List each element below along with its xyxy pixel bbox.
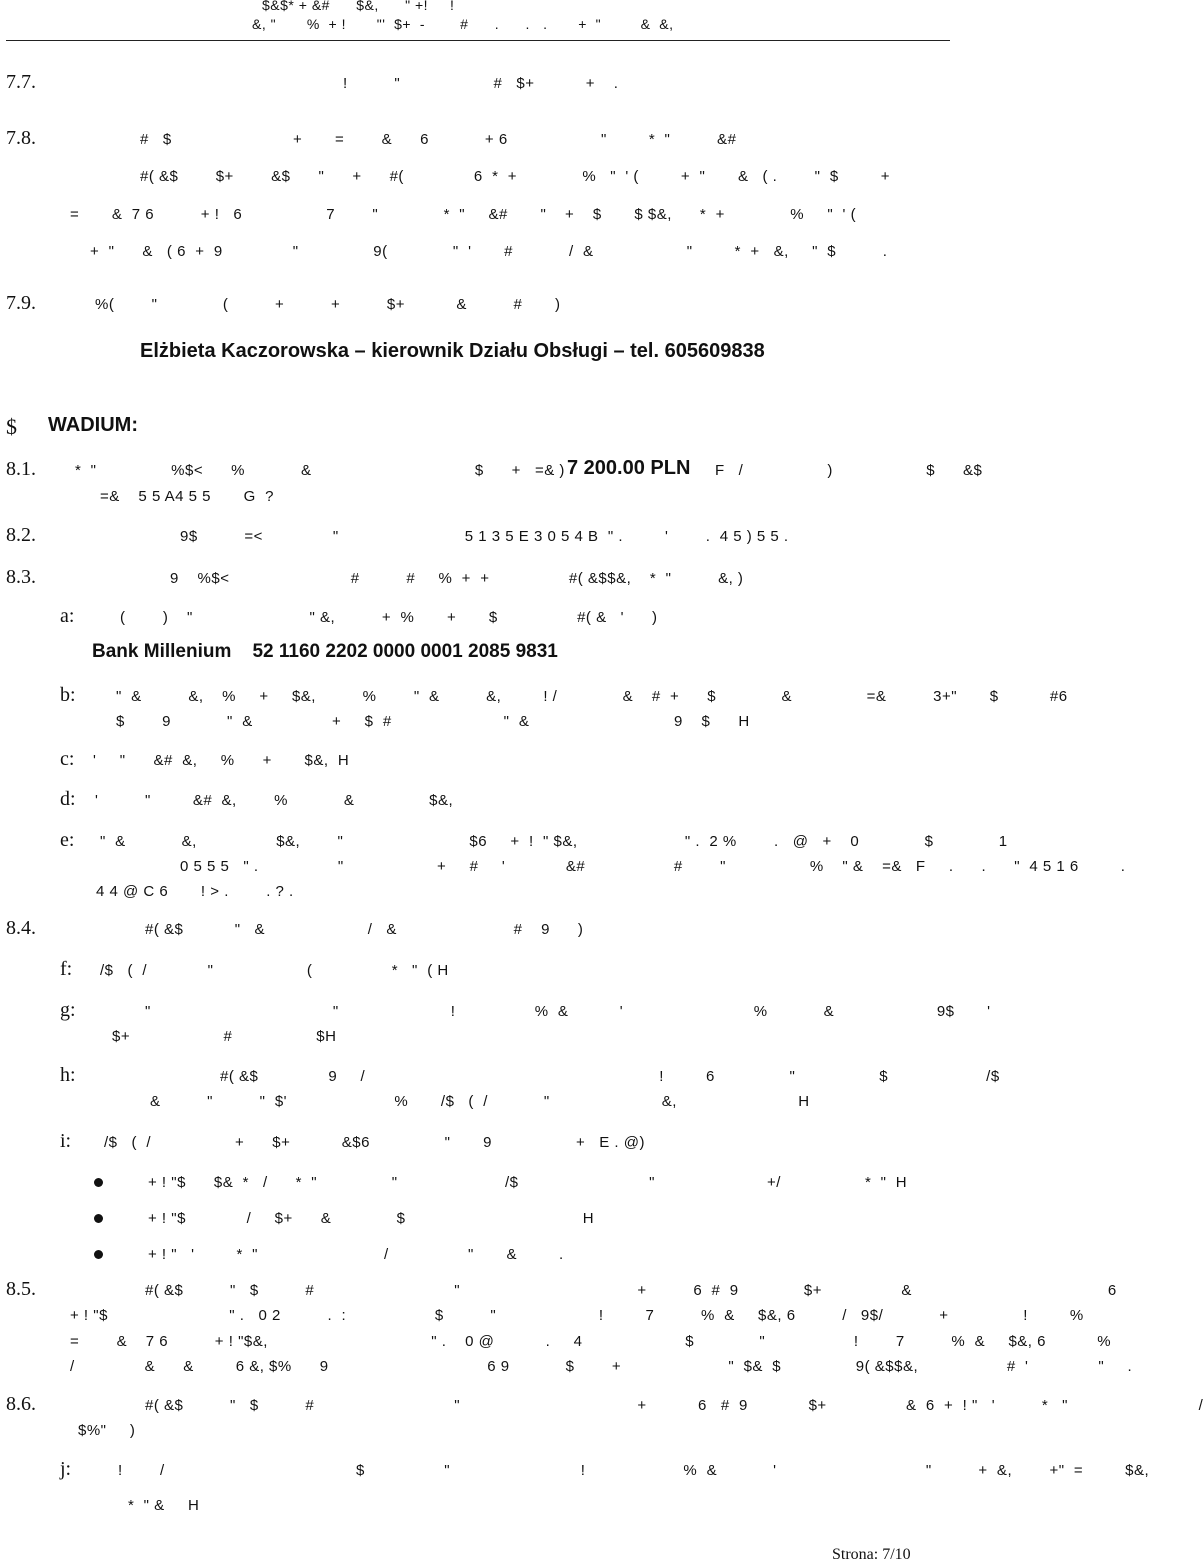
item-label-c: c: bbox=[60, 748, 75, 770]
section-text-8-1: * " %$< % & $ + =& ) bbox=[75, 462, 565, 479]
header-line-1: $&$* + &# $&, " +! ! bbox=[262, 0, 455, 13]
item-text-e: 0 5 5 5 " . " + # ' &# # " % " & =& F . . " 4 5 1 6 . bbox=[180, 858, 1126, 875]
bullet-icon bbox=[94, 1214, 103, 1223]
item-text-a: ( ) " " &, + % + $ #( & ' ) bbox=[120, 609, 658, 626]
item-text-c: ' " &# &, % + $&, H bbox=[93, 752, 350, 769]
page-number: Strona: 7/10 bbox=[832, 1546, 911, 1563]
item-text-f: /$ ( / " ( * " ( H bbox=[100, 962, 449, 979]
item-text-i: /$ ( / + $+ &$6 " 9 + E . @) bbox=[104, 1134, 645, 1151]
bullet-icon bbox=[94, 1178, 103, 1187]
item-text-h: & " " $' % /$ ( / " &, H bbox=[150, 1093, 810, 1110]
section-number-7-8: 7.8. bbox=[6, 127, 36, 149]
item-label-a: a: bbox=[60, 605, 75, 627]
item-text-g: $+ # $H bbox=[112, 1028, 337, 1045]
item-text-e: " & &, $&, " $6 + ! " $&, " . 2 % . @ + 0 $ 1 bbox=[100, 833, 1008, 850]
section-line: + " & ( 6 + 9 " 9( " ' # / & " * + &, " $ . bbox=[90, 243, 888, 260]
section-number-8-5: 8.5. bbox=[6, 1278, 36, 1300]
item-text-g: " " ! % & ' % & 9$ ' bbox=[145, 1003, 991, 1020]
section-line: = & 7 6 + ! "$&, " . 0 @ . 4 $ " ! 7 % & $&, 6 % bbox=[70, 1333, 1112, 1350]
item-text-j: ! / $ " ! % & ' " + &, +" = $&, bbox=[118, 1462, 1150, 1479]
item-label-i: i: bbox=[60, 1130, 72, 1152]
item-label-f: f: bbox=[60, 958, 73, 980]
header-line-2: &, " % + ! "' $+ - # . . . + " & &, bbox=[252, 16, 674, 32]
item-label-g: g: bbox=[60, 999, 76, 1021]
contact-person: Elżbieta Kaczorowska – kierownik Działu Obsługi – tel. 605609838 bbox=[140, 340, 765, 362]
section-number-8-4: 8.4. bbox=[6, 917, 36, 939]
section-line: #( &$ " $ # " + 6 # 9 $+ & 6 + ! " ' * " / bbox=[145, 1397, 1203, 1414]
item-text-j: * " & H bbox=[128, 1497, 200, 1514]
item-text-d: ' " &# &, % & $&, bbox=[95, 792, 454, 809]
item-text-b: " & &, % + $&, % " & &, ! / & # + $ & =& 3+" $ #6 bbox=[116, 688, 1068, 705]
section-line: + ! "$ " . 0 2 . : $ " ! 7 % & $&, 6 / 9$/ + ! % bbox=[70, 1307, 1084, 1324]
section-text-7-9: %( " ( + + $+ & # ) bbox=[95, 296, 561, 313]
section-line: / & & 6 &, $% 9 6 9 $ + " $& $ 9( &$$&, # ' " . bbox=[70, 1358, 1133, 1375]
bullet-icon bbox=[94, 1250, 103, 1259]
item-text-e: 4 4 @ C 6 ! > . . ? . bbox=[96, 883, 294, 900]
wadium-amount: 7 200.00 PLN bbox=[567, 457, 691, 479]
section-number-7-9: 7.9. bbox=[6, 292, 36, 314]
section-line: #( &$ " $ # " + 6 # 9 $+ & 6 bbox=[145, 1282, 1117, 1299]
item-label-j: j: bbox=[60, 1458, 72, 1480]
bullet-text: + ! "$ / $+ & $ H bbox=[148, 1210, 595, 1227]
section-number-8-3: 8.3. bbox=[6, 566, 36, 588]
section-number-7-7: 7.7. bbox=[6, 71, 36, 93]
section-line: = & 7 6 + ! 6 7 " * " &# " + $ $ $&, * + % " ' ( bbox=[70, 206, 857, 223]
wadium-heading: WADIUM: bbox=[48, 414, 138, 436]
item-text-b: $ 9 " & + $ # " & 9 $ H bbox=[116, 713, 750, 730]
section-text-8-2: 9$ =< " 5 1 3 5 E 3 0 5 4 B " . ' . 4 5 ) 5 5 . bbox=[180, 528, 789, 545]
item-label-d: d: bbox=[60, 788, 76, 810]
section-number-8-6: 8.6. bbox=[6, 1393, 36, 1415]
section-number-8-1: 8.1. bbox=[6, 458, 36, 480]
bank-account: Bank Millenium 52 1160 2202 0000 0001 2085 9831 bbox=[92, 641, 558, 662]
section-text-8-3: 9 %$< # # % + + #( &$$&, * " &, ) bbox=[170, 570, 744, 587]
section-number-8-2: 8.2. bbox=[6, 524, 36, 546]
section-text-8-4: #( &$ " & / & # 9 ) bbox=[145, 921, 584, 938]
section-line: $%" ) bbox=[78, 1422, 136, 1439]
section-text-7-7: ! " # $+ + . bbox=[343, 75, 619, 92]
header-divider bbox=[6, 40, 950, 41]
bullet-text: + ! " ' * " / " & . bbox=[148, 1246, 564, 1263]
wadium-marker: $ bbox=[6, 414, 17, 439]
item-text-h: #( &$ 9 / ! 6 " $ /$ bbox=[220, 1068, 1000, 1085]
item-label-b: b: bbox=[60, 684, 76, 706]
item-label-e: e: bbox=[60, 829, 75, 851]
item-label-h: h: bbox=[60, 1064, 76, 1086]
section-text-8-1-post: F / ) $ &$ bbox=[715, 462, 983, 479]
section-text-8-1-line2: =& 5 5 A4 5 5 G ? bbox=[100, 488, 275, 505]
bullet-text: + ! "$ $& * / * " " /$ " +/ * " H bbox=[148, 1174, 908, 1191]
section-line: # $ + = & 6 + 6 " * " &# bbox=[140, 131, 737, 148]
section-line: #( &$ $+ &$ " + #( 6 * + % " ' ( + " & ( . " $ + bbox=[140, 168, 890, 185]
